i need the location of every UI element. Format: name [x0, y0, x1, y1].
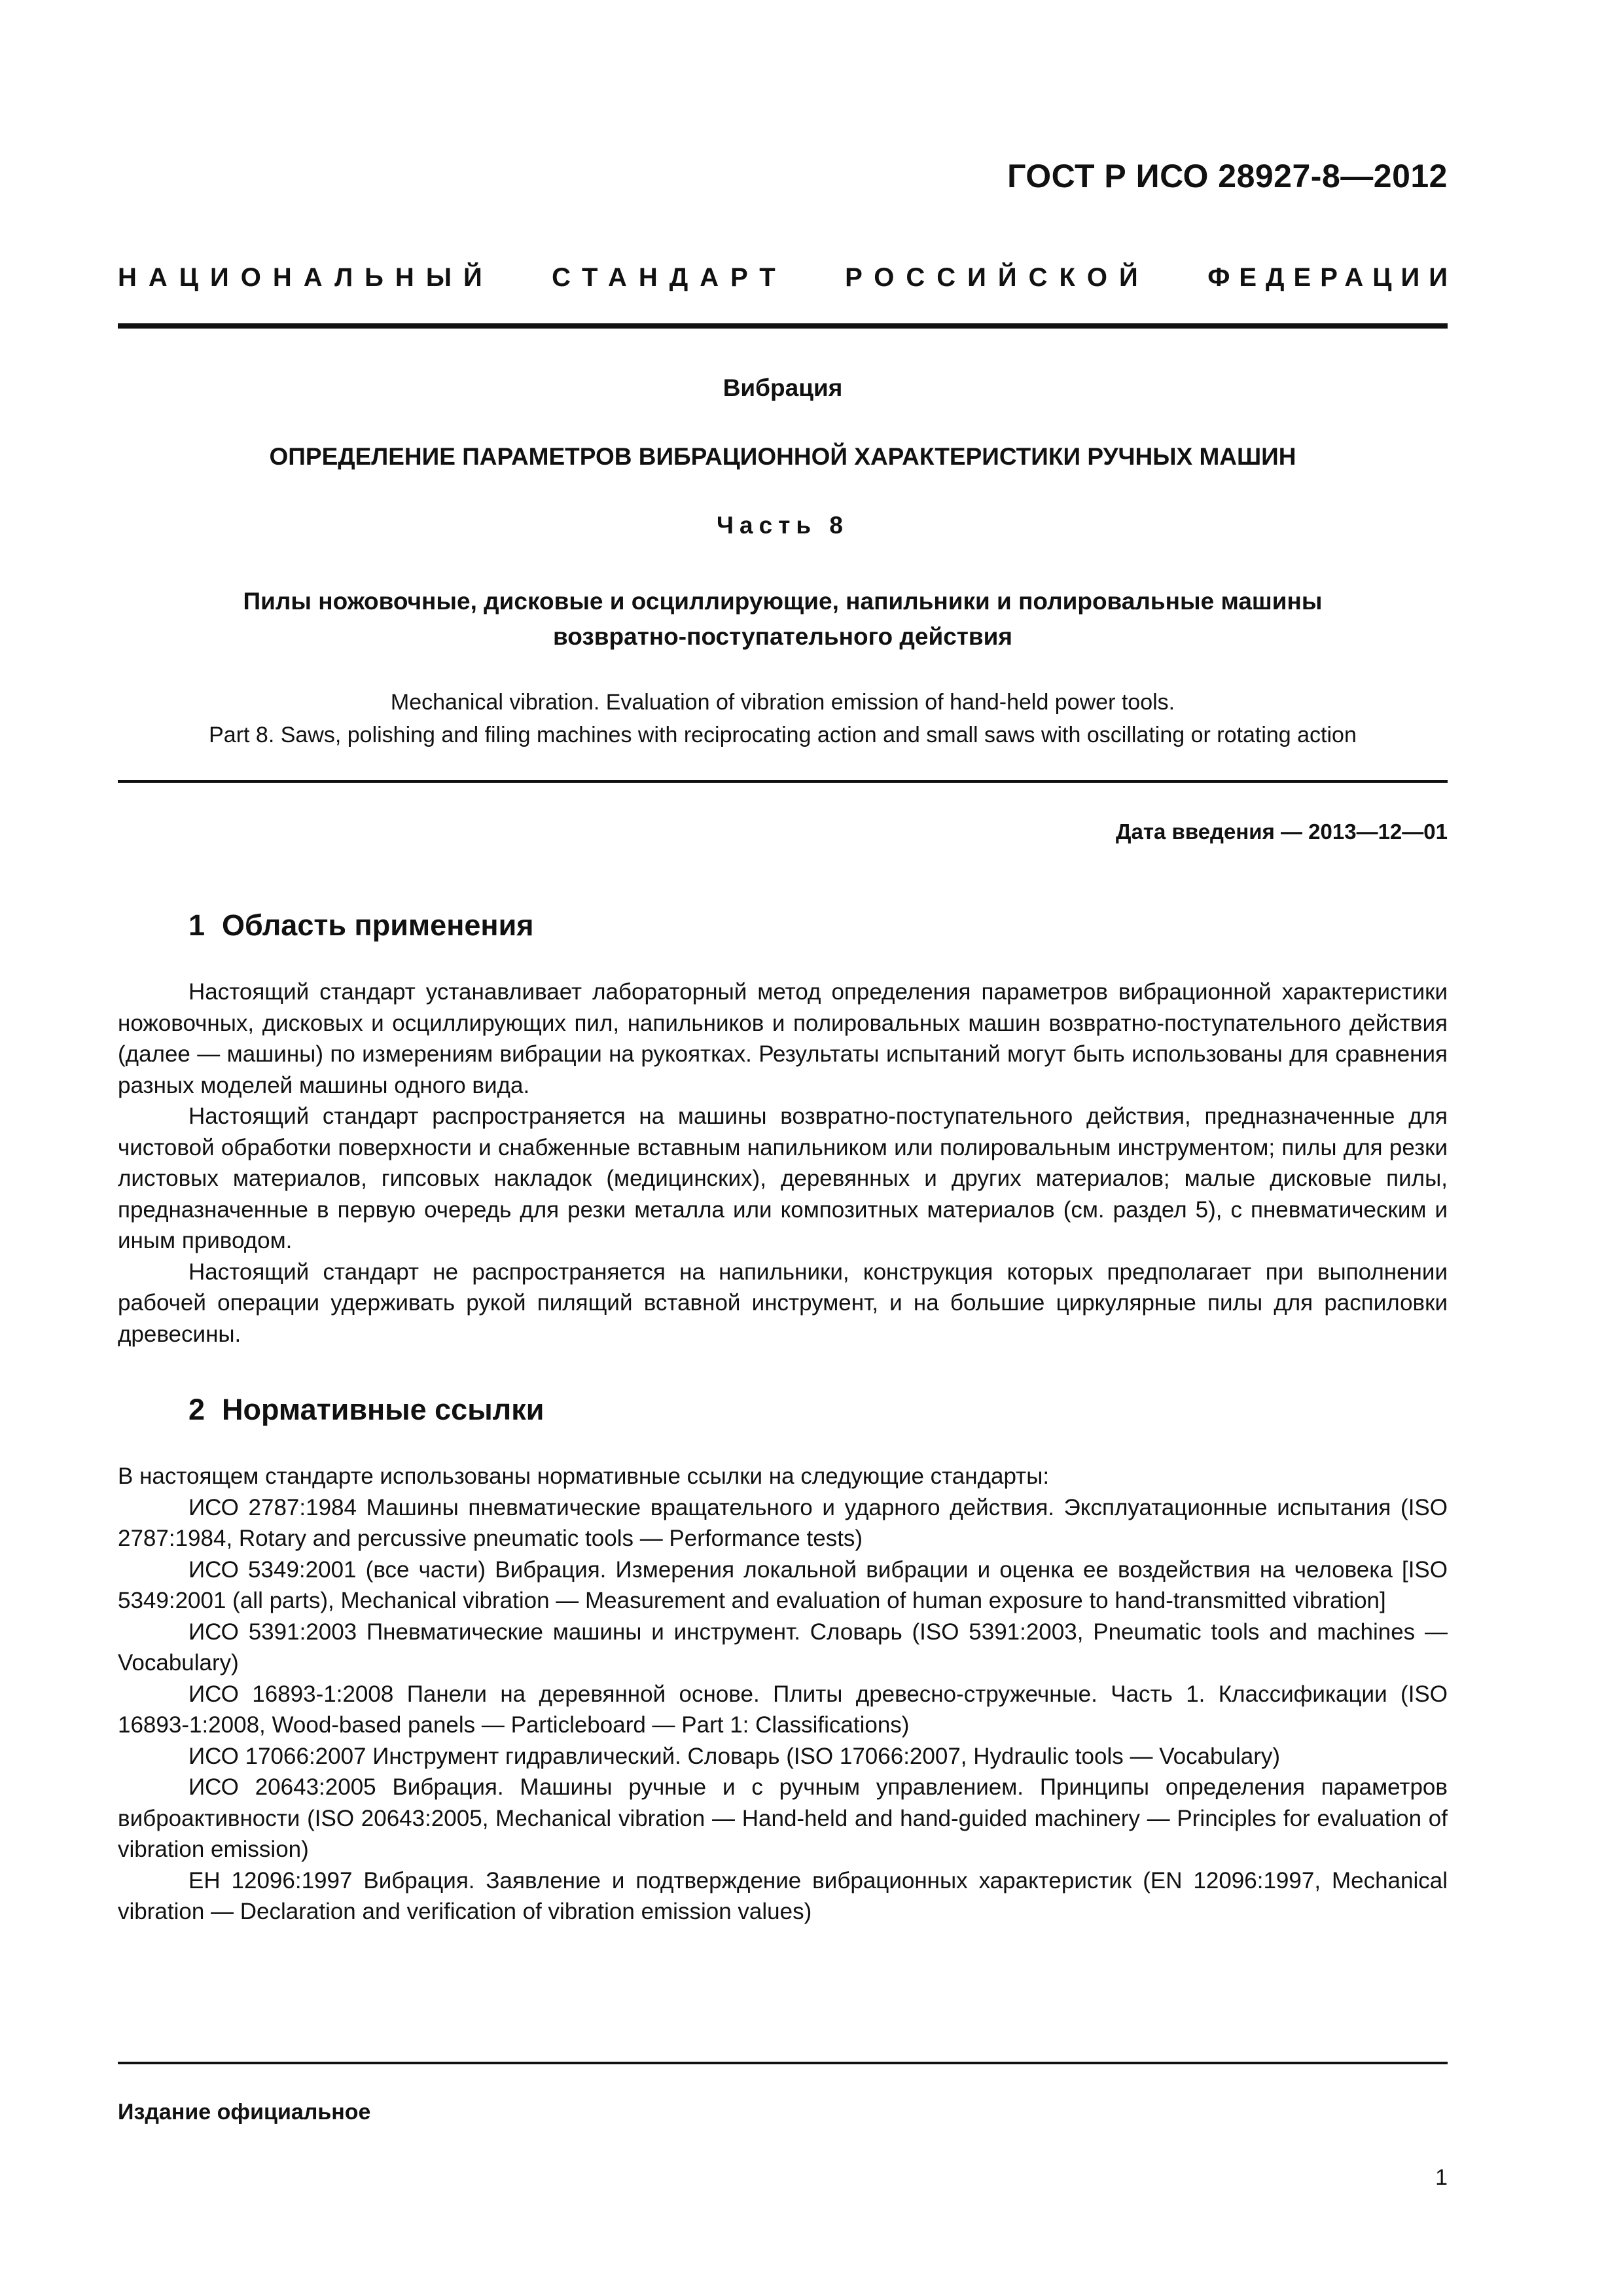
section-heading	[118, 1393, 1448, 1427]
reference-item: ИСО 20643:2005 Вибрация. Машины ручные и с ручным управлением. Принципы определения параметров виброактивности (ISO 20643:2005, Mechanical vibration — Hand-held and hand-guided machinery — Principles for evaluation of vibration emission)	[118, 1774, 1448, 1862]
section-heading	[118, 908, 1448, 942]
reference-item: ИСО 2787:1984 Машины пневматические вращательного и ударного действия. Эксплуатационные испытания (ISO 2787:1984, Rotary and percussive pneumatic tools — Performance tests)	[118, 1494, 1448, 1551]
national-standard-word: СТАНДАРТ	[552, 263, 787, 292]
header-divider	[118, 323, 1448, 329]
title-subtitle	[118, 584, 1448, 655]
national-standard-word: РОССИЙСКОЙ	[845, 263, 1150, 292]
page-number: 1	[1435, 2165, 1448, 2190]
section-title: Нормативные ссылки	[222, 1393, 544, 1426]
section-normative-references	[118, 1393, 1448, 1928]
paragraph: Настоящий стандарт распространяется на машины возвратно-поступательного действия, предназначенные для чистовой обработки поверхности и снабженные вставным напильником или полировальным инструментом; пилы для резки листовых материалов, гипсовых накладок (медицинских), деревянных и других материалов; малые дисковые пилы, предназначенные в первую очередь для резки металла или композитных материалов (см. раздел 5), с пневматическим и иным приводом.	[118, 1103, 1448, 1253]
subtitle-line: Пилы ножовочные, дисковые и осциллирующие, напильники и полировальные машины	[243, 588, 1323, 615]
reference-item: ИСО 17066:2007 Инструмент гидравлический. Словарь (ISO 17066:2007, Hydraulic tools — Vocabulary)	[188, 1743, 1281, 1769]
title-part: Часть 8	[717, 512, 849, 539]
title-topic: Вибрация	[722, 374, 843, 401]
reference-item: ИСО 5349:2001 (все части) Вибрация. Измерения локальной вибрации и оценка ее воздействия на человека [ISO 5349:2001 (all parts), Mechanical vibration — Measurement and evaluation of human exposure to hand-transmitted vibration]	[118, 1556, 1448, 1613]
national-standard-heading	[118, 263, 1457, 293]
section-scope	[118, 908, 1448, 1350]
title-main: ОПРЕДЕЛЕНИЕ ПАРАМЕТРОВ ВИБРАЦИОННОЙ ХАРАКТЕРИСТИКИ РУЧНЫХ МАШИН	[269, 443, 1296, 470]
document-code: ГОСТ Р ИСО 28927-8—2012	[1007, 158, 1448, 194]
section-number: 2	[188, 1393, 205, 1426]
english-title	[118, 686, 1448, 751]
national-standard-word: НАЦИОНАЛЬНЫЙ	[118, 263, 494, 292]
section-title: Область применения	[222, 908, 534, 942]
references-lead: В настоящем стандарте использованы нормативные ссылки на следующие стандарты:	[118, 1463, 1050, 1489]
footer-divider	[118, 2062, 1448, 2064]
english-title-line: Mechanical vibration. Evaluation of vibration emission of hand-held power tools.	[390, 690, 1175, 715]
national-standard-word: ФЕДЕРАЦИИ	[1207, 263, 1457, 292]
reference-item: ЕН 12096:1997 Вибрация. Заявление и подтверждение вибрационных характеристик (EN 12096:1997, Mechanical vibration — Declaration and verification of vibration emission values)	[118, 1867, 1448, 1924]
section-number: 1	[188, 908, 205, 942]
paragraph: Настоящий стандарт устанавливает лабораторный метод определения параметров вибрационной характеристики ножовочных, дисковых и осциллирующих пил, напильников и полировальных машин возвратно-поступательного действия (далее — машины) по измерениям вибрации на рукоятках. Результаты испытаний могут быть использованы для сравнения разных моделей машины одного вида.	[118, 979, 1448, 1098]
english-title-line: Part 8. Saws, polishing and filing machines with reciprocating action and small saws with oscillating or rotating action	[209, 723, 1357, 747]
subtitle-line: возвратно-поступательного действия	[553, 623, 1012, 650]
paragraph: Настоящий стандарт не распространяется на напильники, конструкция которых предполагает при выполнении рабочей операции удерживать рукой пилящий вставной инструмент, и на большие циркулярные пилы для распиловки древесины.	[118, 1259, 1448, 1347]
title-divider	[118, 780, 1448, 783]
reference-item: ИСО 16893-1:2008 Панели на деревянной основе. Плиты древесно-стружечные. Часть 1. Классификации (ISO 16893-1:2008, Wood-based panels — Particleboard — Part 1: Classifications)	[118, 1681, 1448, 1738]
introduction-date: Дата введения — 2013—12—01	[1116, 819, 1448, 844]
official-edition-label: Издание официальное	[118, 2100, 371, 2125]
reference-item: ИСО 5391:2003 Пневматические машины и инструмент. Словарь (ISO 5391:2003, Pneumatic tools and machines — Vocabulary)	[118, 1619, 1448, 1676]
